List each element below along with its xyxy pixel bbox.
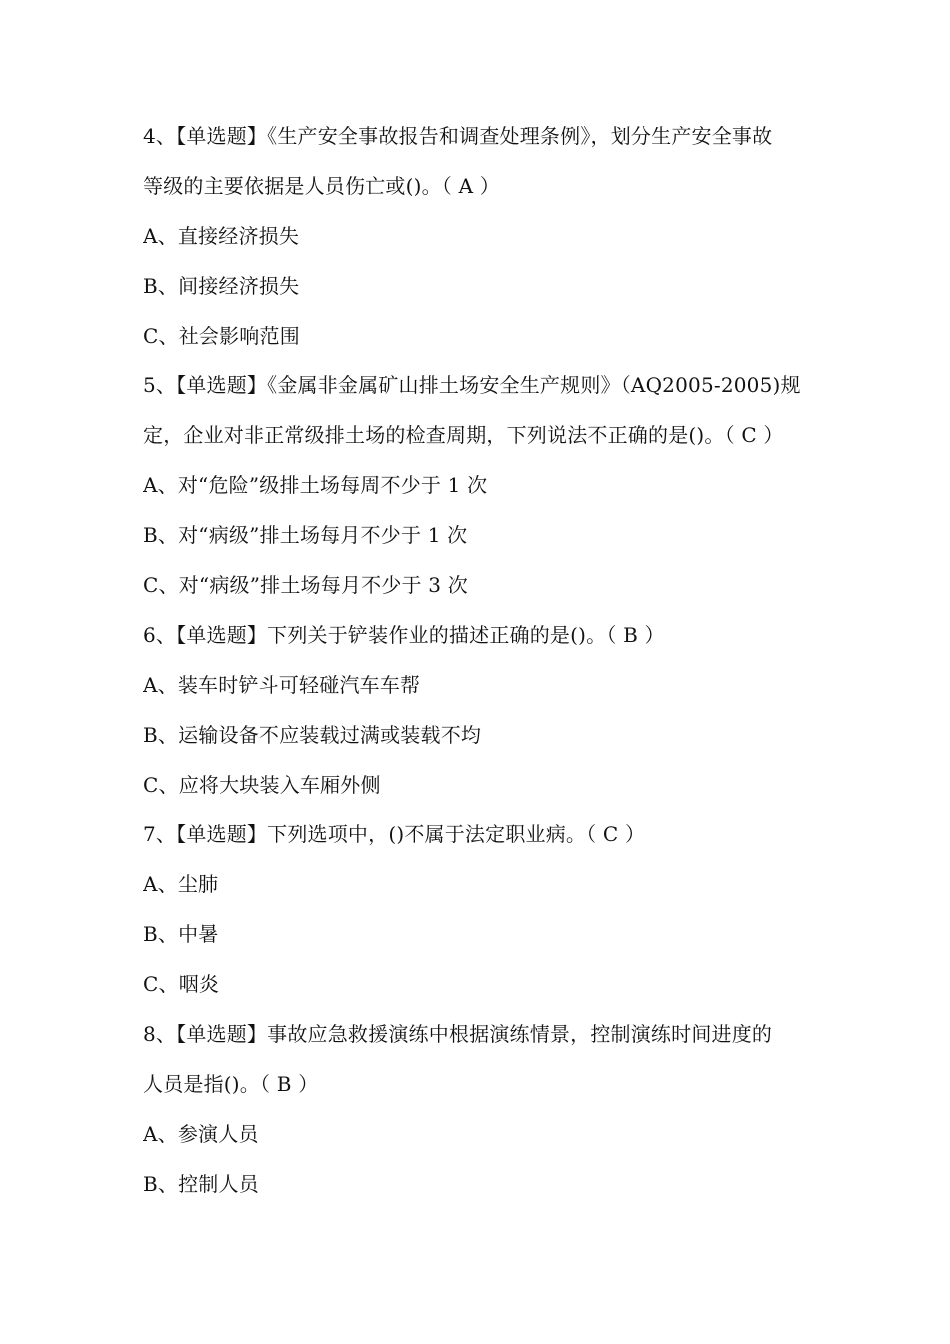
question-4-stem-line-1: 4、【单选题】《生产安全事故报告和调查处理条例》，划分生产安全事故 xyxy=(143,124,773,148)
question-5-option-b: B、对“病级”排土场每月不少于 1 次 xyxy=(143,523,468,548)
question-8-option-a: A、参演人员 xyxy=(143,1121,259,1146)
question-7-option-c: C、咽炎 xyxy=(143,972,220,997)
question-6-stem: 6、【单选题】下列关于铲装作业的描述正确的是()。（ B ） xyxy=(143,622,665,647)
question-5-stem-line-1: 5、【单选题】《金属非金属矿山排土场安全生产规则》（AQ2005-2005)规 xyxy=(143,373,801,398)
question-8-stem-line-2: 人员是指()。（ B ） xyxy=(143,1071,319,1096)
question-6-option-b: B、运输设备不应装载过满或装载不均 xyxy=(143,722,482,747)
question-5-option-c: C、对“病级”排土场每月不少于 3 次 xyxy=(143,573,468,598)
question-7-option-b: B、中暑 xyxy=(143,922,219,947)
question-5-option-a: A、对“危险”级排土场每周不少于 1 次 xyxy=(143,473,488,498)
question-4-option-b: B、间接经济损失 xyxy=(143,273,300,298)
question-4-option-c: C、社会影响范围 xyxy=(143,323,300,348)
question-list xyxy=(143,112,813,1210)
question-4-stem-line-2: 等级的主要依据是人员伤亡或()。（ A ） xyxy=(143,173,500,198)
question-4-option-a: A、直接经济损失 xyxy=(143,223,300,248)
question-5-stem-line-2: 定，企业对非正常级排土场的检查周期，下列说法不正确的是()。（ C ） xyxy=(143,423,784,448)
question-8-stem-line-1: 8、【单选题】事故应急救援演练中根据演练情景，控制演练时间进度的 xyxy=(143,1022,773,1047)
question-6-option-a: A、装车时铲斗可轻碰汽车车帮 xyxy=(143,672,421,697)
question-6-option-c: C、应将大块装入车厢外侧 xyxy=(143,772,381,797)
question-7-stem: 7、【单选题】下列选项中，()不属于法定职业病。（ C ） xyxy=(143,822,646,847)
question-8-option-b: B、控制人员 xyxy=(143,1171,259,1196)
question-7-option-a: A、尘肺 xyxy=(143,872,219,897)
